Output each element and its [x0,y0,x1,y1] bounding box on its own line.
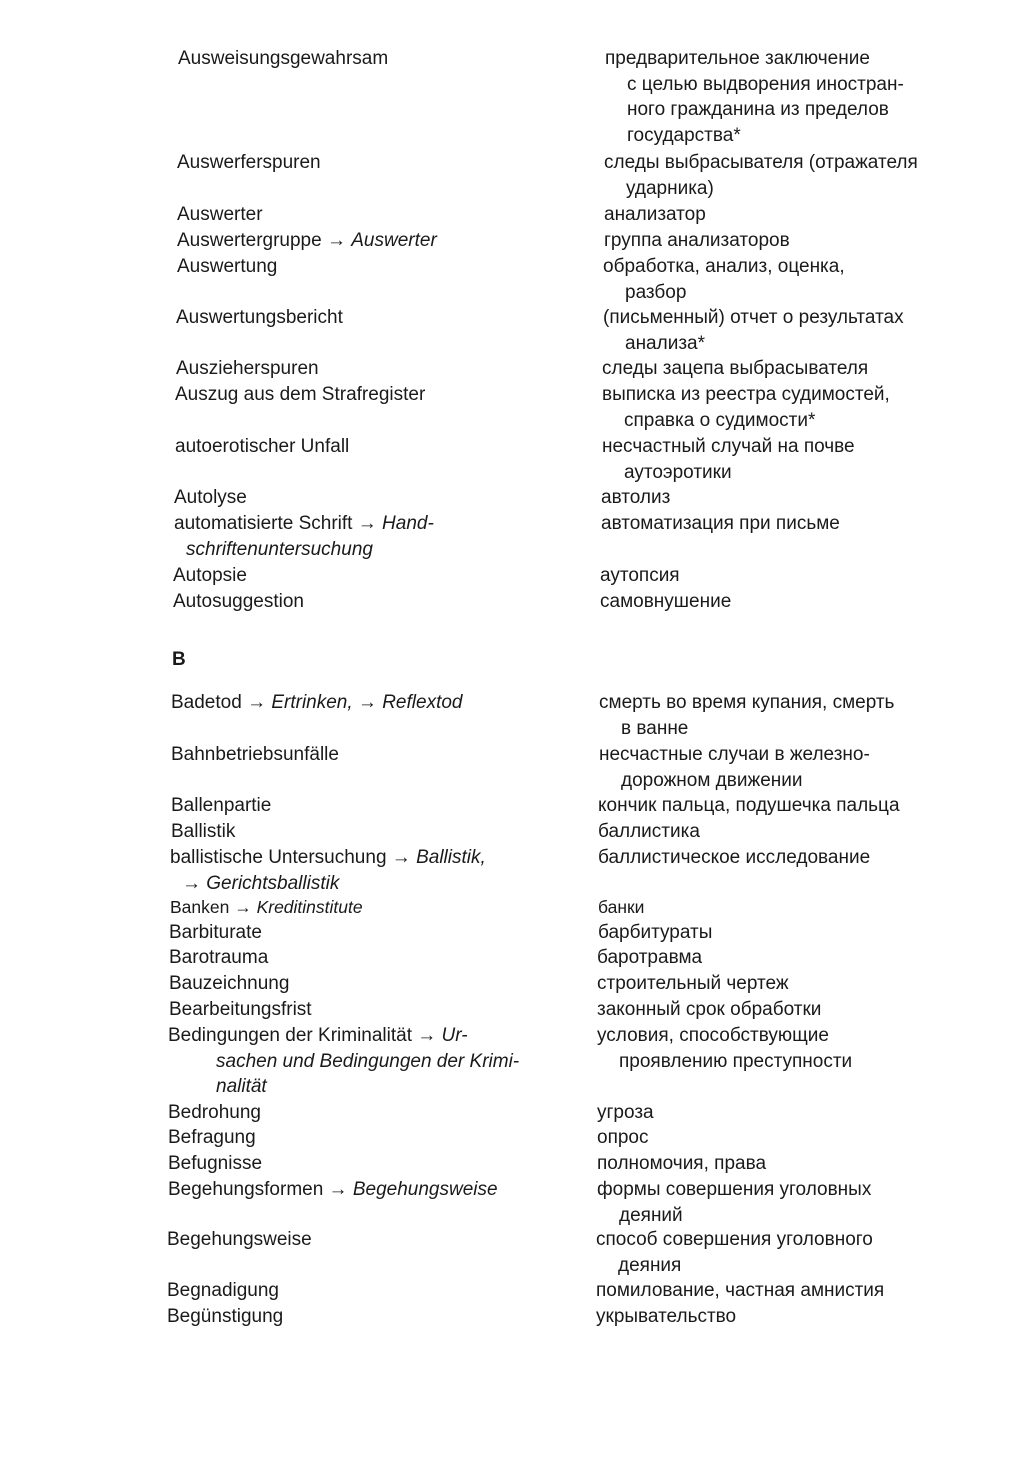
entry-translation: кончик пальца, подушечка пальца [598,795,900,816]
cross-reference: Ur- [441,1025,468,1046]
entry-translation: предварительное заключение [605,48,870,69]
entry-term: Badetod → [171,692,272,713]
entry-term: Ballistik [171,821,236,842]
entry-term: Barotrauma [169,947,269,968]
entry-translation: справка о судимости* [624,409,816,431]
entry-translation: барбитураты [598,922,713,943]
entry-translation: анализатор [604,204,706,225]
entry-term: Autolyse [174,487,247,508]
entry-translation: укрывательство [596,1306,737,1327]
entry-term: Autopsie [173,565,247,586]
entry-translation: проявлению преступности [619,1050,853,1072]
cross-reference: Begehungsweise [352,1179,498,1200]
cross-reference: Auswerter [351,230,437,251]
cross-reference: sachen und Bedingungen der Krimi- [216,1050,520,1072]
entry-translation: следы зацепа выбрасывателя [602,358,869,379]
entry-translation: разбор [625,281,687,303]
entry-term: Begehungsweise [167,1229,312,1250]
entry-translation: способ совершения уголовного [596,1229,873,1250]
entry-term: Ausweisungsgewahrsam [178,48,389,69]
entry-translation: формы совершения уголовных [597,1179,872,1200]
entry-term: Auswerferspuren [177,152,321,173]
entry-translation: выписка из реестра судимостей, [602,384,890,405]
entry-translation: ного гражданина из пределов [627,99,889,121]
entry-term: Auswerter [177,204,263,225]
entry-term: Auswertungsbericht [176,307,343,328]
entry-translation: государства* [627,124,741,146]
entry-translation: опрос [597,1127,649,1148]
entry-translation: деяний [619,1204,683,1226]
entry-term: Bahnbetriebsunfälle [171,744,339,765]
entry-term: Auszieherspuren [176,358,319,379]
entry-translation: ударника) [626,177,714,199]
entry-translation: законный срок обработки [597,999,822,1020]
entry-translation: самовнушение [600,591,732,612]
entry-translation: баллистическое исследование [598,847,871,868]
entry-translation: строительный чертеж [597,973,789,994]
entry-term: Bauzeichnung [169,973,290,994]
entry-translation: помилование, частная амнистия [596,1280,885,1301]
entry-translation: (письменный) отчет о результатах [603,307,904,328]
entry-term: Bedingungen der Kriminalität → [168,1025,442,1046]
entry-translation: дорожном движении [621,769,803,791]
entry-term: Ballenpartie [171,795,272,816]
entry-translation: следы выбрасывателя (отражателя [604,152,918,173]
entry-term: Barbiturate [169,922,262,943]
entry-term: Begünstigung [167,1306,284,1327]
entry-term: Befragung [168,1127,256,1148]
entry-translation: банки [598,897,645,917]
entry-term: Bearbeitungsfrist [169,999,312,1020]
cross-reference: Kreditinstitute [256,897,363,917]
entry-translation: аутопсия [600,565,680,586]
cross-reference: nalität [216,1076,267,1098]
entry-translation: баротравма [597,947,703,968]
entry-translation: деяния [618,1254,682,1276]
entry-term: Begnadigung [167,1280,279,1301]
entry-translation: автоматизация при письме [601,513,840,534]
cross-reference: → Gerichtsballistik [182,872,340,894]
entry-translation: анализа* [625,332,705,354]
entry-term: Auszug aus dem Strafregister [175,384,426,405]
entry-translation: несчастные случаи в железно- [599,744,870,765]
entry-term: Banken → [170,897,257,917]
entry-translation: с целью выдворения иностран- [627,73,904,95]
entry-term: automatisierte Schrift → [174,513,383,534]
cross-reference: Hand- [382,513,434,534]
entry-term: Auswertung [177,256,278,277]
cross-reference: schriftenuntersuchung [186,538,373,560]
entry-translation: смерть во время купания, смерть [599,692,895,713]
entry-translation: в ванне [621,717,689,739]
entry-term: Auswertergruppe → [177,230,352,251]
entry-term: Bedrohung [168,1102,261,1123]
entry-term: Begehungsformen → [168,1179,353,1200]
entry-translation: полномочия, права [597,1153,767,1174]
entry-term: ballistische Untersuchung → [170,847,417,868]
entry-translation: аутоэротики [624,461,732,483]
entry-term: autoerotischer Unfall [175,436,350,457]
entry-term: Autosuggestion [173,591,304,612]
entry-translation: условия, способствующие [597,1025,829,1046]
cross-reference: Ballistik, [416,847,486,868]
section-letter-b: B [172,649,186,670]
entry-translation: автолиз [601,487,671,508]
entry-translation: угроза [597,1102,654,1123]
entry-translation: группа анализаторов [604,230,790,251]
entry-translation: несчастный случай на почве [602,436,855,457]
entry-translation: баллистика [598,821,700,842]
cross-reference: Ertrinken, → Reflextod [271,692,463,713]
entry-translation: обработка, анализ, оценка, [603,256,845,277]
entry-term: Befugnisse [168,1153,263,1174]
